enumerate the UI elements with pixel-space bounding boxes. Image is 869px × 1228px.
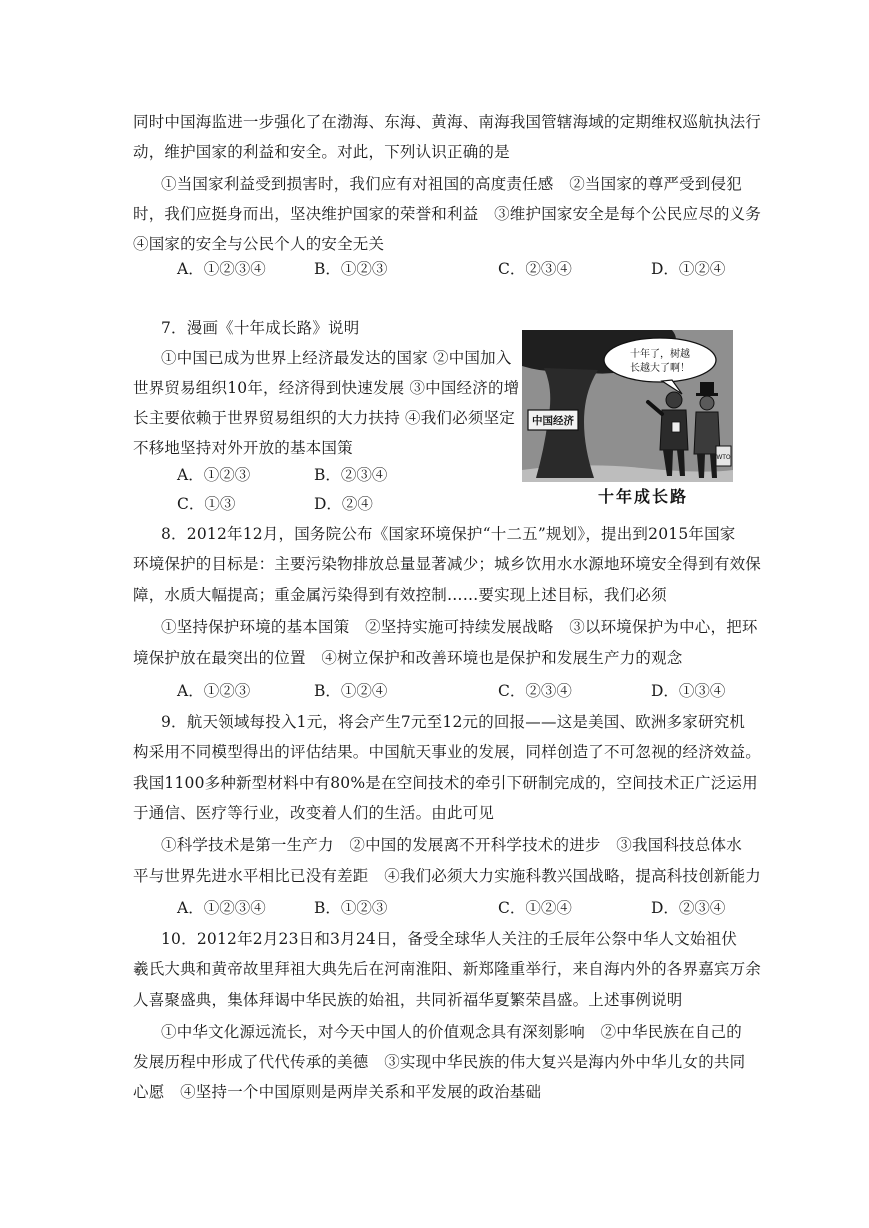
q9-line-5: ①科学技术是第一生产力 ②中国的发展离不开科学技术的进步 ③我国科技总体水 [161, 836, 742, 854]
q7-line-3: 长主要依赖于世界贸易组织的大力扶持 ④我们必须坚定 [133, 409, 515, 427]
q6-option-c: C．②③④ [498, 260, 572, 278]
q7-option-a: A．①②③ [177, 466, 251, 484]
q9-line-1: 9．航天领域每投入1元，将会产生7元至12元的回报——这是美国、欧洲多家研究机 [161, 713, 746, 731]
q7-title: 7．漫画《十年成长路》说明 [161, 319, 360, 337]
q7-option-c: C．①③ [177, 495, 236, 513]
trunk-label: 中国经济 [532, 415, 574, 427]
q7-line-4: 不移地坚持对外开放的基本国策 [133, 439, 353, 457]
speech-text-1: 十年了，树越 [630, 349, 690, 360]
q9-option-d: D．②③④ [651, 899, 726, 917]
q10-line-2: 羲氏大典和黄帝故里拜祖大典先后在河南淮阳、新郑隆重举行，来自海内外的各界嘉宾万余 [133, 960, 762, 978]
q9-option-b: B．①②③ [314, 899, 388, 917]
q7-option-b: B．②③④ [314, 466, 388, 484]
q9-line-3: 我国1100多种新型材料中有80%是在空间技术的牵引下研制完成的，空间技术正广泛运用 [133, 774, 758, 792]
q10-line-5: 发展历程中形成了代代传承的美德 ③实现中华民族的伟大复兴是海内外中华儿女的共同 [133, 1053, 746, 1071]
q10-line-4: ①中华文化源远流长，对今天中国人的价值观念具有深刻影响 ②中华民族在自己的 [161, 1023, 742, 1041]
q9-line-6: 平与世界先进水平相比已没有差距 ④我们必须大力实施科教兴国战略，提高科技创新能力 [133, 867, 762, 885]
q6-option-a: A．①②③④ [177, 260, 266, 278]
q8-option-a: A．①②③ [177, 682, 251, 700]
q10-line-1: 10．2012年2月23日和3月24日，备受全球华人关注的壬辰年公祭中华人文始祖伏 [161, 930, 738, 948]
speech-bubble [604, 338, 716, 382]
q6-line-4: 时，我们应挺身而出，坚决维护国家的荣誉和利益 ③维护国家安全是每个公民应尽的义务 [133, 205, 762, 223]
q8-line-3: 障，水质大幅提高；重金属污染得到有效控制……要实现上述目标，我们必须 [133, 586, 667, 604]
q8-line-4: ①坚持保护环境的基本国策 ②坚持实施可持续发展战略 ③以环境保护为中心，把环 [161, 618, 758, 636]
cartoon-caption: 十年成长路 [597, 487, 689, 506]
q6-option-b: B．①②③ [314, 260, 388, 278]
q8-option-d: D．①③④ [651, 682, 726, 700]
q9-option-c: C．①②④ [498, 899, 572, 917]
q9-line-4: 于通信、医疗等行业，改变着人们的生活。由此可见 [133, 804, 495, 822]
q7-line-2: 世界贸易组织10年，经济得到快速发展 ③中国经济的增 [133, 379, 520, 397]
q8-line-5: 境保护放在最突出的位置 ④树立保护和改善环境也是保护和发展生产力的观念 [133, 649, 683, 667]
q6-line-2: 动，维护国家的利益和安全。对此，下列认识正确的是 [133, 143, 510, 161]
q6-line-5: ④国家的安全与公民个人的安全无关 [133, 235, 385, 253]
q10-line-3: 人喜聚盛典，集体拜谒中华民族的始祖，共同祈福华夏繁荣昌盛。上述事例说明 [133, 991, 683, 1009]
q6-option-d: D．①②④ [651, 260, 726, 278]
speech-text-2: 长越大了啊！ [630, 363, 690, 374]
q10-line-6: 心愿 ④坚持一个中国原则是两岸关系和平发展的政治基础 [133, 1083, 542, 1101]
q7-line-1: ①中国已成为世界上经济最发达的国家 ②中国加入 [161, 349, 512, 367]
q8-option-c: C．②③④ [498, 682, 572, 700]
q8-option-b: B．①②④ [314, 682, 388, 700]
q9-option-a: A．①②③④ [177, 899, 266, 917]
q6-line-1: 同时中国海监进一步强化了在渤海、东海、黄海、南海我国管辖海域的定期维权巡航执法行 [133, 113, 762, 131]
cartoon-ten-year-growth [522, 330, 733, 508]
q6-line-3: ①当国家利益受到损害时，我们应有对祖国的高度责任感 ②当国家的尊严受到侵犯 [161, 175, 742, 193]
wto-bag-label: WTO [716, 454, 731, 461]
q7-option-d: D．②④ [314, 495, 373, 513]
q8-line-1: 8．2012年12月，国务院公布《国家环境保护“十二五”规划》，提出到2015年国家 [161, 525, 736, 543]
q8-line-2: 环境保护的目标是：主要污染物排放总量显著减少；城乡饮用水水源地环境安全得到有效保 [133, 555, 762, 573]
q9-line-2: 构采用不同模型得出的评估结果。中国航天事业的发展，同样创造了不可忽视的经济效益。 [133, 743, 762, 761]
